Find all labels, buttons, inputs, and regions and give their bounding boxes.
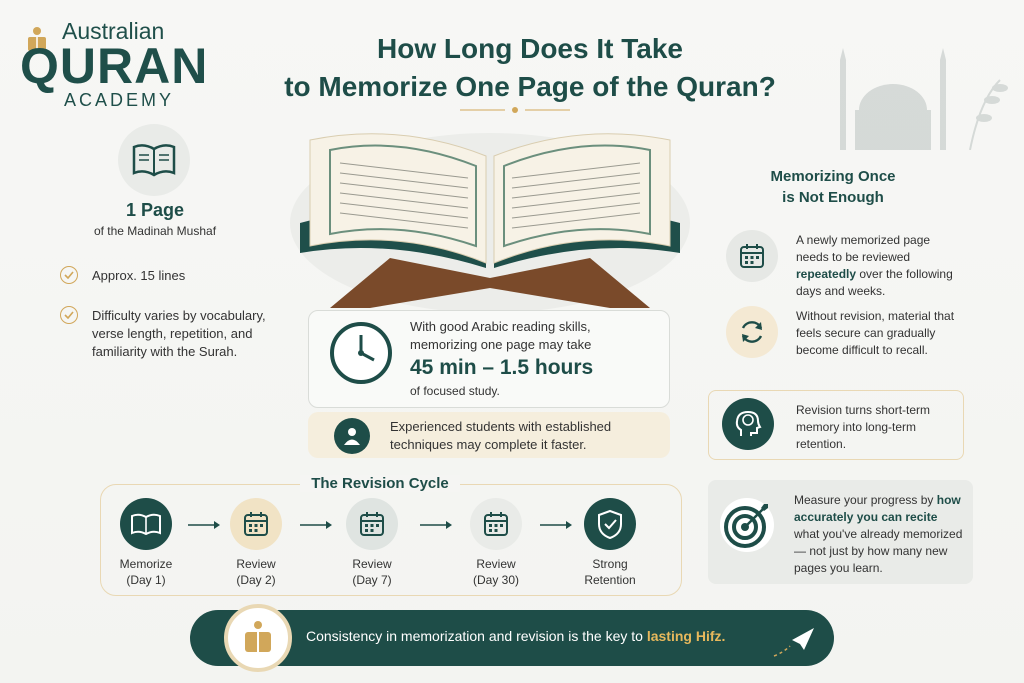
shield-check-icon: [584, 498, 636, 550]
page-count-heading: 1 Page: [125, 200, 185, 220]
check-icon: [60, 306, 78, 324]
logo-main-text: QURAN: [20, 38, 209, 94]
banner-text: [306, 628, 725, 644]
experienced-text: Experienced students with established techniques may complete it faster.: [390, 419, 612, 452]
text-part: over the following days and weeks.: [796, 267, 953, 298]
revision-step-retention: [560, 498, 660, 588]
time-range-value: 45 min – 1.5 hours: [410, 356, 594, 379]
brain-head-icon: [722, 398, 774, 450]
title-divider: [460, 106, 570, 114]
memorizing-once-heading: [728, 166, 938, 208]
step-label-line-2: (Day 30): [472, 573, 519, 587]
step-label-line-2: (Day 2): [236, 573, 276, 587]
retention-text: Revision turns short-term memory into long-term retention.: [796, 403, 931, 451]
person-icon: [334, 418, 370, 454]
text-part: what you've already memorized — not just by how many new pages you learn.: [794, 527, 963, 575]
text-emphasis: how accurately you can recite: [794, 493, 961, 524]
banner-text-highlight: lasting Hifz.: [646, 628, 726, 644]
step-label-line-1: Review: [476, 557, 516, 571]
calendar-icon: [470, 498, 522, 550]
without-revision-text: Without revision, material that feels secure can gradually become difficult to recall.: [796, 309, 955, 357]
step-label-line-1: Review: [236, 557, 276, 571]
step-label-line-1: Memorize: [119, 557, 173, 571]
logo-top-text: Australian: [62, 18, 165, 44]
book-badge-icon: [224, 604, 292, 672]
step-label-line-1: Strong: [592, 557, 628, 571]
review-repeatedly-text: [796, 232, 956, 300]
mushaf-subheading: of the Madinah Mushaf: [93, 224, 217, 238]
logo-bottom-text: ACADEMY: [64, 90, 175, 110]
step-label-line-2: (Day 1): [126, 573, 166, 587]
revision-step-day-7: [322, 498, 422, 588]
step-label-line-2: Retention: [584, 573, 636, 587]
heading-line-1: Memorizing Once: [770, 168, 896, 185]
title-line-2: to Memorize One Page of the Quran?: [284, 71, 776, 102]
text-part: Measure your progress by: [794, 493, 937, 507]
paper-plane-icon: [770, 622, 820, 662]
time-intro-text: With good Arabic reading skills, memorizing one page may take: [410, 319, 592, 352]
mosque-silhouette: [800, 40, 1024, 150]
academy-logo: [20, 16, 220, 110]
revision-step-memorize: [96, 498, 196, 588]
page-title: [250, 30, 810, 106]
banner-text-main: Consistency in memorization and revision is the key to: [306, 628, 647, 644]
measure-progress-text: [794, 492, 966, 577]
book-icon: [120, 498, 172, 550]
text-part: A newly memorized page needs to be reviewed: [796, 233, 931, 264]
open-book-icon: [118, 124, 190, 196]
time-outro-text: of focused study.: [410, 384, 500, 398]
target-icon: [720, 498, 774, 552]
clock-icon: [328, 320, 394, 386]
calendar-icon: [230, 498, 282, 550]
quran-on-stand-illustration: [290, 128, 690, 313]
lines-point: Approx. 15 lines: [92, 268, 186, 283]
text-emphasis: repeatedly: [796, 267, 857, 281]
step-label-line-2: (Day 7): [352, 573, 392, 587]
revision-step-day-30: [446, 498, 546, 588]
title-line-1: How Long Does It Take: [377, 33, 683, 64]
difficulty-point: Difficulty varies by vocabulary, verse length, repetition, and familiarity with the Surah.: [92, 308, 266, 359]
refresh-icon: [726, 306, 778, 358]
heading-line-2: is Not Enough: [782, 189, 884, 206]
calendar-icon: [346, 498, 398, 550]
step-label-line-1: Review: [352, 557, 392, 571]
check-icon: [60, 266, 78, 284]
revision-cycle-title: The Revision Cycle: [300, 475, 460, 492]
calendar-icon: [726, 230, 778, 282]
revision-step-day-2: [206, 498, 306, 588]
